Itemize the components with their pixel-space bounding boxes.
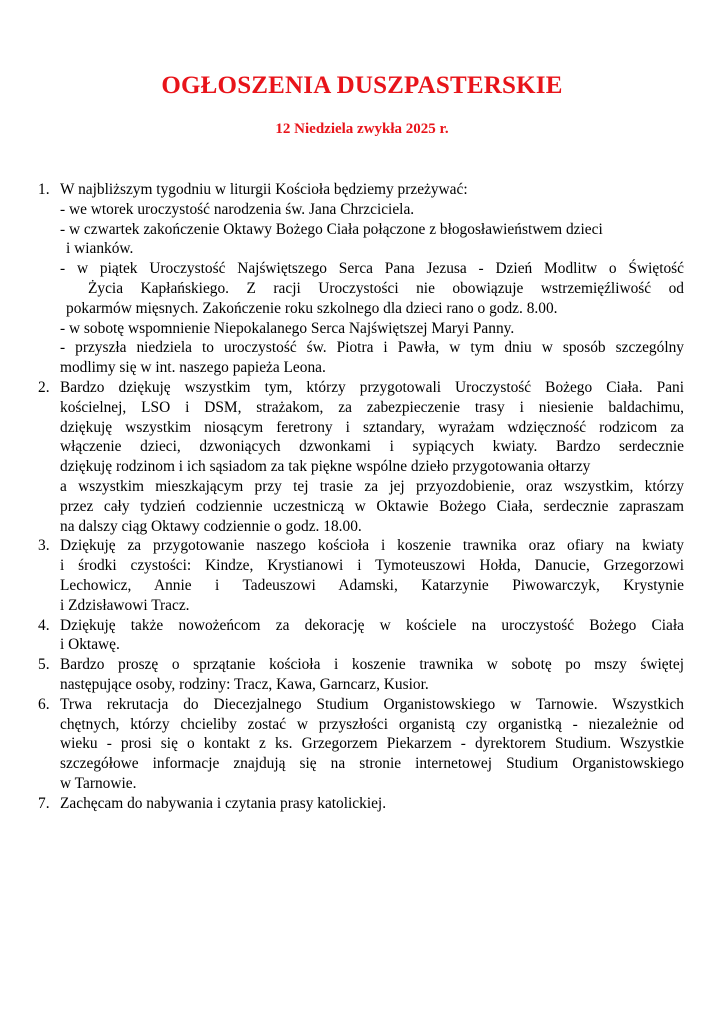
- item-line: Zachęcam do nabywania i czytania prasy katolickiej.: [60, 794, 387, 812]
- item-number: 7.: [38, 794, 50, 812]
- item-line: i Oktawę.: [60, 636, 120, 654]
- announcement-item-4: [38, 616, 684, 656]
- item-number: 4.: [38, 616, 50, 634]
- item-line: przez cały tydzień codziennie uczestniczą w Oktawie Bożego Ciała, serdecznie zapraszam: [60, 497, 684, 515]
- item-line: - w czwartek zakończenie Oktawy Bożego Ciała połączone z błogosławieństwem dzieci: [60, 220, 603, 238]
- item-line: Trwa rekrutacja do Diecezjalnego Studium Organistowskiego w Tarnowie. Wszystkich: [60, 695, 684, 713]
- item-line: Dziękuję także nowożeńcom za dekorację w kościele na uroczystość Bożego Ciała: [60, 616, 684, 634]
- announcement-item-5: [38, 655, 684, 695]
- item-line: Lechowicz, Annie i Tadeuszowi Adamski, Katarzynie Piwowarczyk, Krystynie: [60, 576, 684, 594]
- item-line: dziękuję wszystkim niosącym feretrony i sztandary, wyrażam wdzięczność rodzicom za: [60, 418, 684, 436]
- item-number: 5.: [38, 656, 50, 674]
- announcement-item-6: [38, 695, 684, 794]
- item-line: - we wtorek uroczystość narodzenia św. Jana Chrzciciela.: [60, 200, 415, 218]
- item-line: a wszystkim mieszkającym przy tej trasie za jej przyozdobienie, oraz wszystkim, którzy: [60, 477, 684, 495]
- item-number: 1.: [38, 181, 50, 198]
- item-line: pokarmów mięsnych. Zakończenie roku szkolnego dla dzieci rano o godz. 8.00.: [66, 299, 558, 317]
- item-line: i Zdzisławowi Tracz.: [60, 596, 190, 614]
- item-line: dziękuję rodzinom i ich sąsiadom za tak piękne wspólne dzieło przygotowania ołtarzy: [60, 458, 591, 476]
- page-title: OGŁOSZENIA DUSZPASTERSKIE: [161, 72, 563, 99]
- item-line: modlimy się w int. naszego papieża Leona.: [60, 359, 326, 377]
- page-subtitle: 12 Niedziela zwykła 2025 r.: [275, 121, 449, 137]
- item-line: Bardzo dziękuję wszystkim tym, którzy przygotowali Uroczystość Bożego Ciała. Pani: [60, 378, 684, 396]
- item-line: i wianków.: [66, 240, 134, 258]
- item-line: W najbliższym tygodniu w liturgii Kościoła będziemy przeżywać:: [60, 181, 468, 198]
- item-line: Bardzo proszę o sprzątanie kościoła i koszenie trawnika w sobotę po mszy świętej: [60, 656, 684, 674]
- announcement-item-2: [38, 378, 684, 536]
- item-line: chętnych, którzy chcieliby zostać w przyszłości organistą czy organistką - niezależnie od: [60, 715, 684, 733]
- item-number: 3.: [38, 537, 50, 555]
- item-line: - w piątek Uroczystość Najświętszego Serca Pana Jezusa - Dzień Modlitw o Świętość: [60, 260, 684, 278]
- item-line: Życia Kapłańskiego. Z racji Uroczystości nie obowiązuje wstrzemięźliwość od: [88, 279, 684, 297]
- item-line: i środki czystości: Kindze, Krystianowi i Tymoteuszowi Hołda, Danucie, Grzegorzowi: [60, 557, 684, 575]
- item-line: w Tarnowie.: [60, 774, 137, 792]
- item-line: na dalszy ciąg Oktawy codziennie o godz. 18.00.: [60, 517, 362, 535]
- item-line: - w sobotę wspomnienie Niepokalanego Serca Najświętszej Maryi Panny.: [60, 319, 515, 337]
- item-line: Dziękuję za przygotowanie naszego kościoła i koszenie trawnika oraz ofiary na kwiaty: [60, 537, 684, 555]
- item-number: 6.: [38, 695, 50, 713]
- item-number: 2.: [38, 378, 50, 396]
- announcement-item-3: [38, 536, 684, 615]
- item-line: włączenie dzieci, dzwoniących dzwonkami i sypiących kwiaty. Bardzo serdecznie: [60, 438, 684, 456]
- item-line: szczegółowe informacje znajdują się na stronie internetowej Studium Organistowskiego: [60, 755, 684, 773]
- item-line: - przyszła niedziela to uroczystość św. Piotra i Pawła, w tym dniu w sposób szczególny: [60, 339, 684, 357]
- item-line: następujące osoby, rodziny: Tracz, Kawa, Garncarz, Kusior.: [60, 675, 429, 693]
- item-line: kościelnej, LSO i DSM, strażakom, za zabezpieczenie trasy i niesienie baldachimu,: [60, 398, 684, 416]
- item-line: wieku - prosi się o kontakt z ks. Grzegorzem Piekarzem - dyrektorem Studium. Wszystkie: [60, 735, 684, 753]
- announcement-item-1: [38, 180, 684, 378]
- announcement-list: [38, 180, 684, 814]
- announcement-item-7: [38, 794, 684, 814]
